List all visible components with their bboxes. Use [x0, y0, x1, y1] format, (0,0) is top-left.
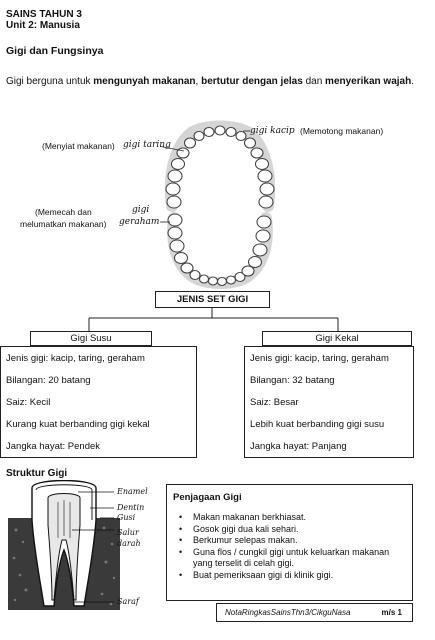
list-item: • Guna flos / cungkil gigi untuk keluarkan makanan yang terselit di celah gigi. — [173, 547, 406, 570]
list-item: Saiz: Besar — [250, 397, 299, 408]
footer-box — [216, 603, 413, 622]
page-number: m/s 1 — [381, 608, 402, 617]
molar-function-label-1: (Memecah dan — [35, 207, 92, 217]
care-list — [173, 512, 406, 581]
structure-title: Struktur Gigi — [6, 468, 68, 479]
list-item: Bilangan: 32 batang — [250, 375, 335, 386]
section-title: Gigi dan Fungsinya — [6, 45, 104, 57]
molar-function-label-2: melumatkan makanan) — [20, 219, 107, 229]
teeth-arch-diagram — [160, 118, 280, 293]
list-item: Bilangan: 20 batang — [6, 375, 91, 386]
set-title: JENIS SET GIGI — [176, 294, 249, 305]
gusi-label: Gusi — [117, 513, 136, 522]
list-item: • Buat pemeriksaan gigi di klinik gigi. — [173, 570, 406, 582]
molar-label-1: gigi — [132, 205, 150, 215]
tooth-structure-diagram — [8, 480, 120, 610]
gigi-susu-list — [0, 346, 197, 458]
canine-label: gigi taring — [123, 140, 171, 150]
dentin-label: Dentin — [117, 503, 145, 512]
salur-label-1: Salur — [117, 528, 139, 537]
salur-label-2: darah — [117, 539, 141, 548]
gigi-susu-title-box — [30, 331, 152, 346]
subject-heading: SAINS TAHUN 3 — [6, 9, 82, 20]
list-item: Saiz: Kecil — [6, 397, 51, 408]
incisor-label: gigi kacip — [250, 126, 295, 136]
unit-heading: Unit 2: Manusia — [6, 20, 80, 31]
care-title: Penjagaan Gigi — [173, 492, 242, 503]
list-item: • Berkumur selepas makan. — [173, 535, 406, 547]
gigi-kekal-title-box — [262, 331, 412, 346]
incisor-function-label: (Memotong makanan) — [300, 126, 384, 136]
enamel-label: Enamel — [117, 487, 148, 496]
list-item: Jenis gigi: kacip, taring, geraham — [250, 353, 389, 364]
gigi-kekal-title: Gigi Kekal — [315, 333, 359, 344]
gigi-susu-title: Gigi Susu — [70, 333, 112, 344]
list-item: Kurang kuat berbanding gigi kekal — [6, 419, 150, 430]
canine-function-label: (Menyiat makanan) — [42, 141, 115, 151]
gigi-kekal-list — [244, 346, 414, 458]
saraf-label: Saraf — [117, 597, 139, 606]
list-item: Jangka hayat: Pendek — [6, 441, 101, 452]
intro-paragraph: Gigi berguna untuk mengunyah makanan, bertutur dengan jelas dan menyerikan wajah. — [6, 76, 414, 87]
list-item: Lebih kuat berbanding gigi susu — [250, 419, 385, 430]
list-item: Jangka hayat: Panjang — [250, 441, 347, 452]
list-item: • Makan makanan berkhiasat. — [173, 512, 406, 524]
list-item: Jenis gigi: kacip, taring, geraham — [6, 353, 145, 364]
molar-label-2: geraham — [119, 217, 160, 227]
list-item: • Gosok gigi dua kali sehari. — [173, 524, 406, 536]
set-title-box — [155, 291, 270, 308]
footer-source: NotaRingkasSainsThn3/CikguNasa — [225, 608, 351, 617]
care-box — [166, 484, 413, 601]
